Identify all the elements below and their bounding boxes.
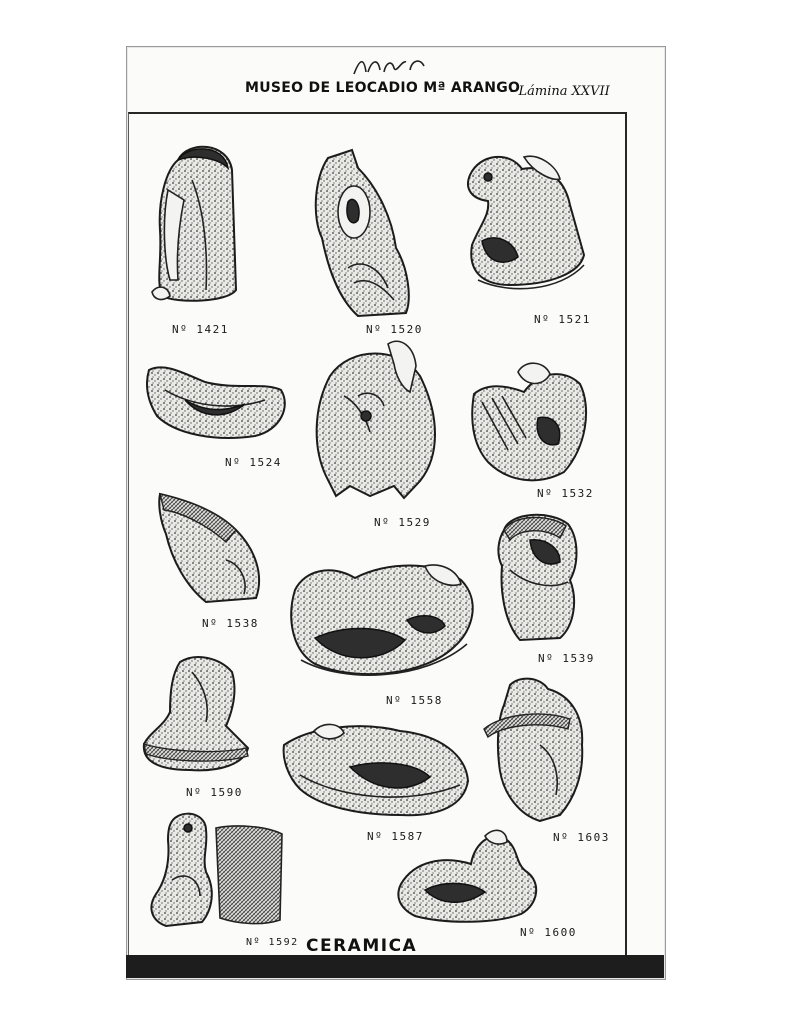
item-label-1529: Nº 1529 [374,516,431,529]
vessel-1520-image [308,148,423,318]
figurine-1421-image [148,140,243,310]
scan-edge-strip [126,955,664,978]
item-label-1603: Nº 1603 [553,831,610,844]
vessel-1587-image [280,715,475,825]
figure-1521-image [460,145,590,300]
vessel-1600-image [395,820,545,928]
vessel-1590-image [140,652,252,782]
figure-1603-image [480,675,590,830]
item-label-1421: Nº 1421 [172,323,229,336]
item-label-1558: Nº 1558 [386,694,443,707]
vessel-1532-image [468,358,593,488]
vessel-1529-image [310,336,445,506]
item-label-1590: Nº 1590 [186,786,243,799]
item-label-1520: Nº 1520 [366,323,423,336]
item-label-1539: Nº 1539 [538,652,595,665]
item-label-1587: Nº 1587 [367,830,424,843]
item-label-1538: Nº 1538 [202,617,259,630]
figure-1592-image [146,810,286,935]
vessel-1558-image [285,560,480,685]
item-label-1524: Nº 1524 [225,456,282,469]
handwritten-annotation [350,52,430,80]
vessel-1539-image [490,510,585,645]
vessel-1524-image [145,360,290,445]
item-label-1521: Nº 1521 [534,313,591,326]
plate-number: - Lámina XXVII [510,84,610,99]
item-label-1600: Nº 1600 [520,926,577,939]
item-label-1532: Nº 1532 [537,487,594,500]
section-title: CERAMICA [306,936,418,956]
museum-header: MUSEO DE LEOCADIO Mª ARANGO [245,80,521,96]
item-label-1592: Nº 1592 [246,937,299,948]
vessel-1538-image [156,490,266,610]
